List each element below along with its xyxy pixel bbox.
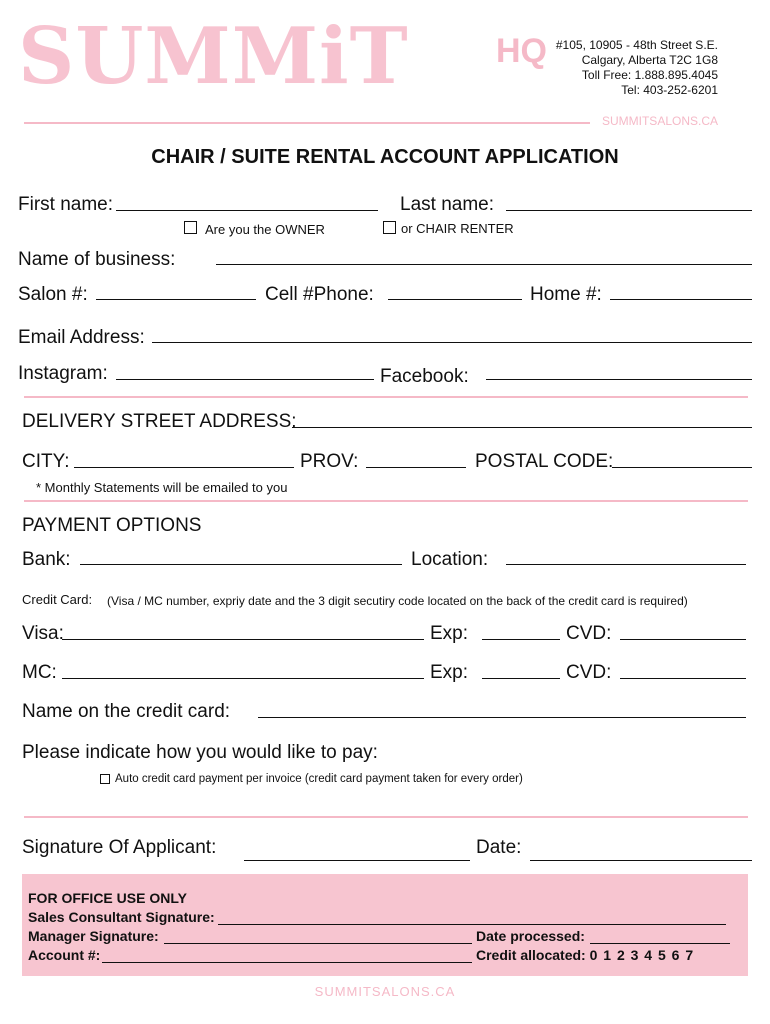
visa-cvd-field[interactable] (620, 639, 746, 640)
cell-phone-field[interactable] (388, 299, 522, 300)
prov-label: PROV: (300, 451, 359, 472)
credit-allocated-text: Credit allocated: (476, 947, 590, 963)
manager-signature-label: Manager Signature: (28, 928, 159, 944)
last-name-field[interactable] (506, 210, 752, 211)
account-number-field[interactable] (102, 962, 472, 963)
business-name-label: Name of business: (18, 249, 176, 270)
footer-website: SUMMITSALONS.CA (314, 984, 456, 999)
hq-label: HQ (496, 32, 547, 70)
header-divider (24, 122, 590, 124)
date-processed-field[interactable] (590, 943, 730, 944)
summit-logo: SUMMiT (18, 11, 409, 102)
office-use-heading: FOR OFFICE USE ONLY (28, 890, 187, 906)
address-line: Tel: 403-252-6201 (621, 83, 718, 97)
applicant-signature-field[interactable] (244, 860, 470, 861)
visa-exp-field[interactable] (482, 639, 560, 640)
sales-signature-field[interactable] (218, 924, 726, 925)
name-on-card-field[interactable] (258, 717, 746, 718)
facebook-field[interactable] (486, 379, 752, 380)
delivery-address-field[interactable] (292, 427, 752, 428)
business-name-field[interactable] (216, 264, 752, 265)
email-label: Email Address: (18, 327, 145, 348)
salon-number-field[interactable] (96, 299, 256, 300)
mc-cvd-label: CVD: (566, 662, 612, 683)
mc-exp-label: Exp: (430, 662, 469, 683)
mc-exp-field[interactable] (482, 678, 560, 679)
postal-code-field[interactable] (612, 467, 752, 468)
statements-note: * Monthly Statements will be emailed to you (36, 480, 288, 495)
credit-allocated-digits: 0 1 2 3 4 5 6 7 (589, 947, 695, 963)
email-field[interactable] (152, 342, 752, 343)
pay-method-question: Please indicate how you would like to pay: (22, 742, 378, 763)
visa-label: Visa: (22, 623, 64, 644)
cell-phone-label: Cell #Phone: (265, 284, 374, 305)
visa-exp-label: Exp: (430, 623, 469, 644)
prov-field[interactable] (366, 467, 466, 468)
section-divider (24, 396, 748, 398)
home-number-label: Home #: (530, 284, 602, 305)
form-title: CHAIR / SUITE RENTAL ACCOUNT APPLICATION (151, 146, 619, 168)
account-number-label: Account #: (28, 947, 101, 963)
sales-signature-label: Sales Consultant Signature: (28, 909, 215, 925)
date-label: Date: (476, 837, 522, 858)
city-field[interactable] (74, 467, 294, 468)
credit-card-note: (Visa / MC number, expriy date and the 3 digit secutiry code located on the back of the credit card is required) (107, 594, 688, 608)
owner-checkbox[interactable] (184, 221, 197, 234)
postal-code-label: POSTAL CODE: (475, 451, 614, 472)
visa-cvd-label: CVD: (566, 623, 612, 644)
location-label: Location: (411, 549, 489, 570)
first-name-label: First name: (18, 194, 114, 215)
mc-cvd-field[interactable] (620, 678, 746, 679)
last-name-label: Last name: (400, 194, 494, 215)
mc-label: MC: (22, 662, 57, 683)
bank-label: Bank: (22, 549, 71, 570)
applicant-signature-label: Signature Of Applicant: (22, 837, 217, 858)
date-processed-label: Date processed: (476, 928, 585, 944)
auto-pay-label: Auto credit card payment per invoice (credit card payment taken for every order) (115, 773, 523, 785)
section-divider (24, 816, 748, 818)
delivery-address-label: DELIVERY STREET ADDRESS: (22, 411, 297, 432)
address-line: Toll Free: 1.888.895.4045 (581, 68, 718, 82)
facebook-label: Facebook: (380, 366, 469, 387)
manager-signature-field[interactable] (164, 943, 472, 944)
section-divider (24, 500, 748, 502)
payment-options-heading: PAYMENT OPTIONS (22, 515, 202, 536)
salon-number-label: Salon #: (18, 284, 88, 305)
address-line: #105, 10905 - 48th Street S.E. (555, 38, 718, 52)
website-link[interactable]: SUMMITSALONS.CA (601, 114, 718, 128)
instagram-label: Instagram: (18, 363, 108, 384)
instagram-field[interactable] (116, 379, 374, 380)
auto-pay-checkbox[interactable] (100, 774, 110, 784)
first-name-field[interactable] (116, 210, 378, 211)
credit-card-label: Credit Card: (22, 592, 93, 607)
bank-field[interactable] (80, 564, 402, 565)
address-block (548, 38, 718, 98)
chair-renter-label: or CHAIR RENTER (401, 221, 514, 236)
home-number-field[interactable] (610, 299, 752, 300)
location-field[interactable] (506, 564, 746, 565)
city-label: CITY: (22, 451, 70, 472)
chair-renter-checkbox[interactable] (383, 221, 396, 234)
owner-label: Are you the OWNER (205, 222, 325, 237)
name-on-card-label: Name on the credit card: (22, 701, 231, 722)
date-field[interactable] (530, 860, 752, 861)
mc-number-field[interactable] (62, 678, 424, 679)
credit-allocated-label (476, 946, 694, 965)
address-line: Calgary, Alberta T2C 1G8 (581, 53, 718, 67)
visa-number-field[interactable] (62, 639, 424, 640)
